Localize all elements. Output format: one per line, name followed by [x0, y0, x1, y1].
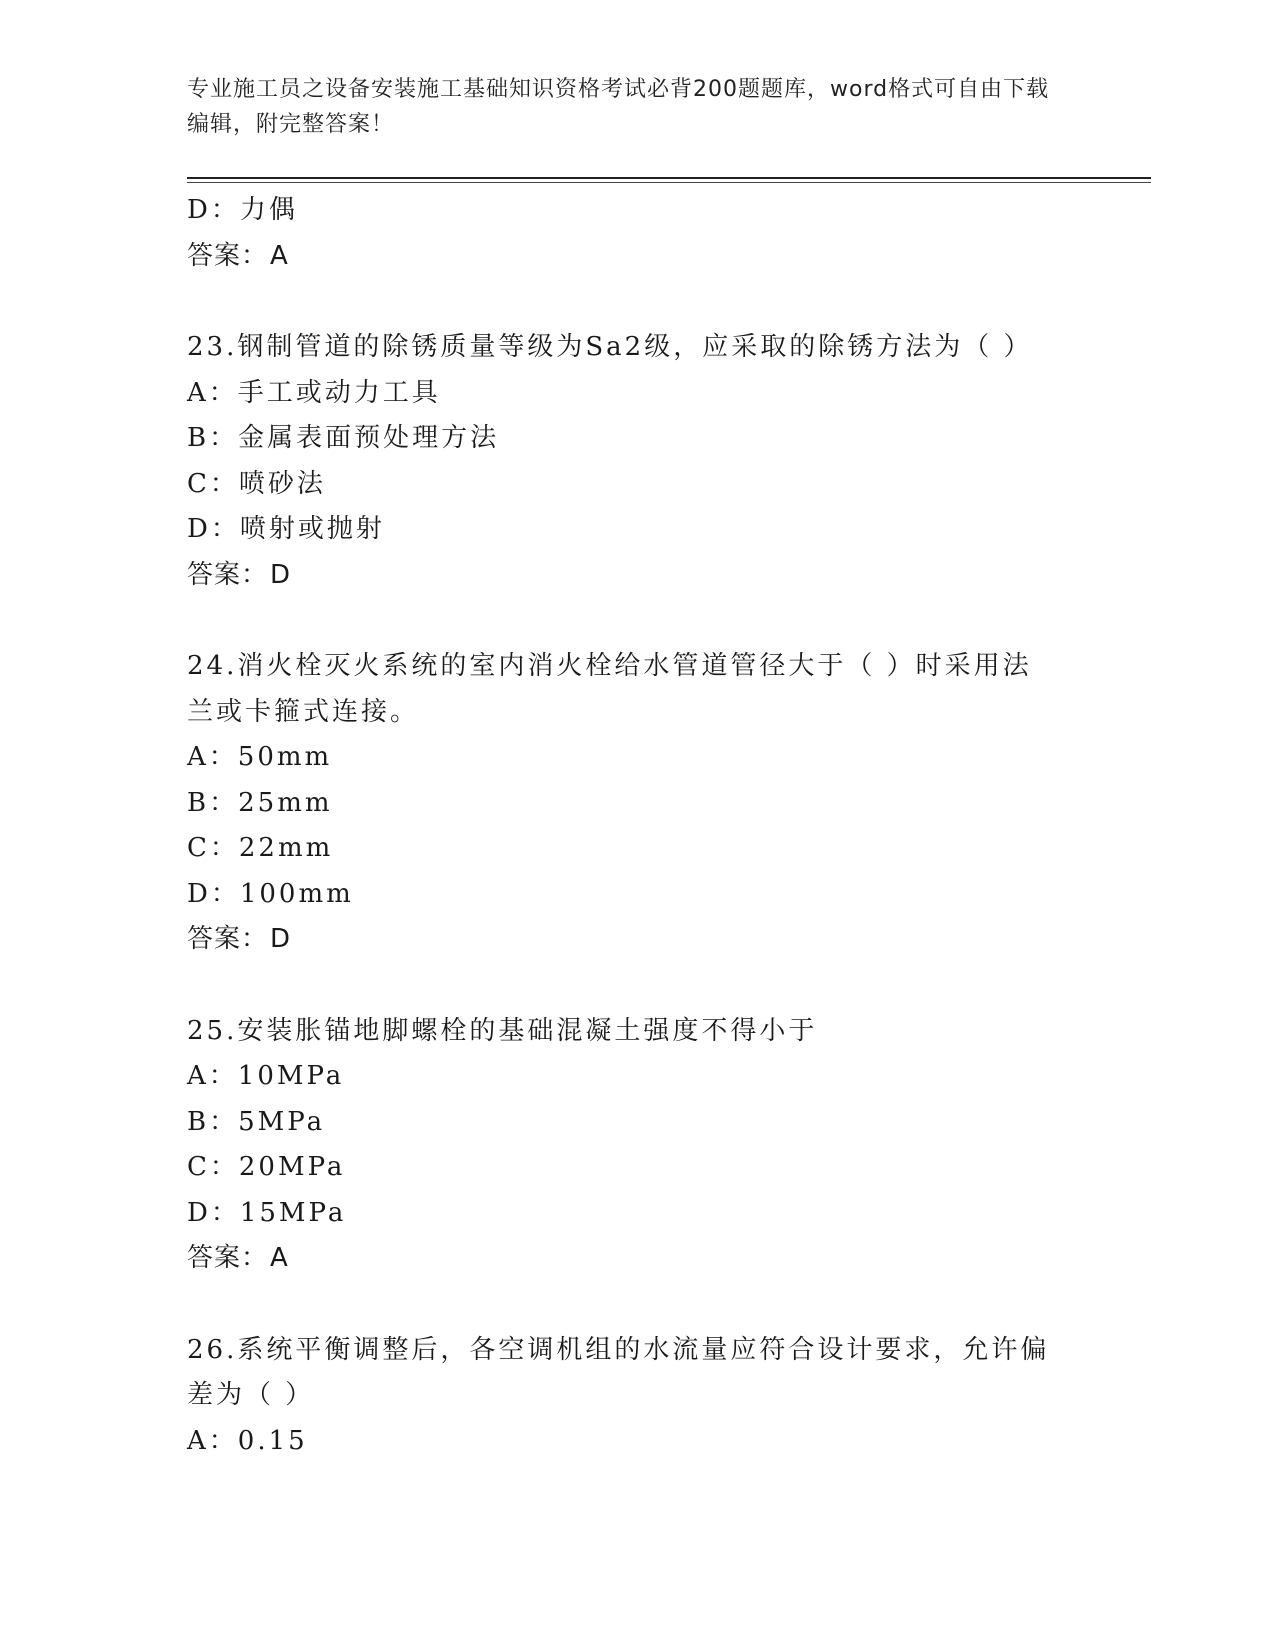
answer-line — [187, 234, 1087, 280]
answer-prefix: 答案： — [187, 924, 269, 954]
option-c: C：喷砂法 — [187, 468, 326, 499]
option-a: A：0.15 — [187, 1425, 308, 1456]
question-text: 25.安装胀锚地脚螺栓的基础混凝土强度不得小于 — [187, 1015, 818, 1046]
answer-line — [187, 553, 1087, 599]
question-25 — [187, 1009, 1087, 1282]
option-a: A：10MPa — [187, 1061, 345, 1091]
option-b: B：25mm — [187, 787, 333, 818]
page-header — [187, 72, 1067, 142]
header-divider-thick — [187, 177, 1151, 179]
answer-prefix: 答案： — [187, 1243, 269, 1273]
answer-prefix: 答案： — [187, 240, 269, 271]
option-a: A：50mm — [187, 742, 333, 772]
answer-line — [187, 1236, 1087, 1282]
question-text: 26.系统平衡调整后，各空调机组的水流量应符合设计要求，允许偏差为（ ） — [187, 1334, 1050, 1410]
option-b: B：金属表面预处理方法 — [187, 423, 500, 453]
question-23 — [187, 325, 1087, 598]
answer-value: D — [270, 559, 292, 590]
answer-prefix: 答案： — [187, 559, 269, 590]
header-divider-thin — [187, 182, 1151, 183]
option-d: D：力偶 — [187, 195, 298, 225]
option-b: B：5MPa — [187, 1106, 326, 1137]
document-body — [187, 188, 1087, 1464]
option-a: A：手工或动力工具 — [187, 377, 441, 408]
option-c: C：20MPa — [187, 1152, 346, 1182]
question-24 — [187, 644, 1087, 963]
answer-value: A — [270, 1243, 289, 1273]
option-d: D：100mm — [187, 878, 354, 909]
option-c: C：22mm — [187, 833, 334, 863]
header-title: 专业施工员之设备安装施工基础知识资格考试必背200题题库，word格式可自由下载编辑，附完整答案！ — [187, 77, 1050, 137]
question-text: 23.钢制管道的除锈质量等级为Sa2级，应采取的除锈方法为（ ） — [187, 332, 1033, 362]
answer-value: D — [270, 924, 292, 954]
answer-value: A — [270, 240, 289, 271]
question-text: 24.消火栓灭火系统的室内消火栓给水管道管径大于（ ）时采用法兰或卡箍式连接。 — [187, 651, 1032, 727]
option-d: D：15MPa — [187, 1197, 347, 1228]
question-26 — [187, 1328, 1087, 1465]
answer-line — [187, 917, 1087, 963]
option-d: D：喷射或抛射 — [187, 514, 385, 544]
